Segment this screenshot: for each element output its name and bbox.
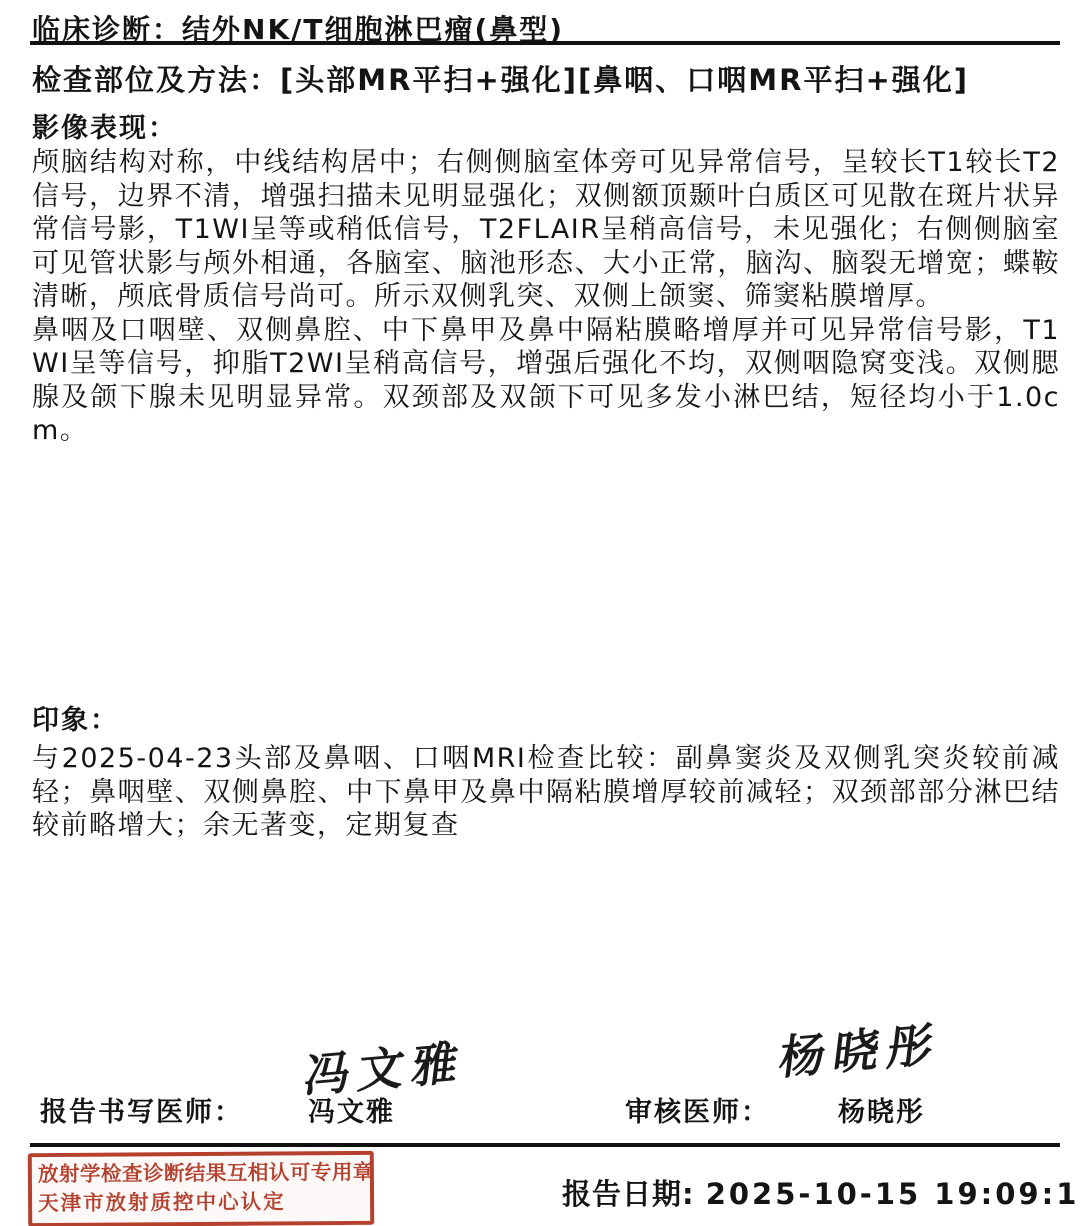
section-divider-top (30, 41, 1060, 45)
findings-section-title: 影像表现： (32, 113, 177, 144)
impression-section-title: 印象： (32, 705, 119, 736)
writer-doctor-label: 报告书写医师： (40, 1097, 243, 1128)
stamp-text-line1: 放射学检查诊断结果互相认可专用章 (37, 1159, 374, 1187)
exam-method-row (32, 58, 969, 99)
writer-handwritten-signature: 冯文雅 (301, 1034, 470, 1104)
exam-method-value: [头部MR平扫+强化][鼻咽、口咽MR平扫+强化] (280, 63, 970, 97)
clinical-diagnosis-value: 结外NK/T细胞淋巴瘤(鼻型) (182, 13, 565, 46)
findings-paragraph-2: 鼻咽及口咽壁、双侧鼻腔、中下鼻甲及鼻中隔粘膜略增厚并可见异常信号影，T1WI呈等信号，抑脂T2WI呈稍高信号，增强后强化不均，双侧咽隐窝变浅。双侧腮腺及颌下腺未见明显异常。双颈部及双颌下可见多发小淋巴结，短径均小于1.0cm。 (32, 314, 1060, 446)
writer-doctor-name: 冯文雅 (308, 1097, 395, 1128)
reviewer-handwritten-signature: 杨晓彤 (776, 1016, 945, 1086)
findings-body (32, 146, 1060, 448)
impression-body: 与2025-04-23头部及鼻咽、口咽MRI检查比较：副鼻窦炎及双侧乳突炎较前减轻；鼻咽壁、双侧鼻腔、中下鼻甲及鼻中隔粘膜增厚较前减轻；双颈部部分淋巴结较前略增大；余无著变，定期复查 (32, 743, 1060, 841)
section-divider-bottom (30, 1143, 1060, 1147)
reviewer-doctor-name: 杨晓彤 (838, 1097, 925, 1128)
exam-method-label: 检查部位及方法： (32, 63, 281, 97)
report-date-row (562, 1172, 1079, 1213)
findings-paragraph-1: 颅脑结构对称，中线结构居中；右侧侧脑室体旁可见异常信号，呈较长T1较长T2信号，边界不清，增强扫描未见明显强化；双侧额顶颞叶白质区可见散在斑片状异常信号影，T1WI呈等或稍低信号，T2FLAIR呈稍高信号，未见强化；右侧侧脑室可见管状影与颅外相通，各脑室、脑池形态、大小正常，脑沟、脑裂无增宽；蝶鞍清晰，颅底骨质信号尚可。所示双侧乳突、双侧上颌窦、筛窦粘膜增厚。 (32, 147, 1060, 312)
reviewer-doctor-label: 审核医师： (625, 1097, 770, 1128)
report-date-value: 2025-10-15 19:09:1 (705, 1177, 1080, 1211)
report-date-label: 报告日期: (562, 1177, 706, 1211)
clinical-diagnosis-label: 临床诊断： (32, 13, 183, 46)
stamp-text-line2: 天津市放射质控中心认定 (38, 1189, 286, 1216)
certification-stamp (28, 1151, 375, 1226)
